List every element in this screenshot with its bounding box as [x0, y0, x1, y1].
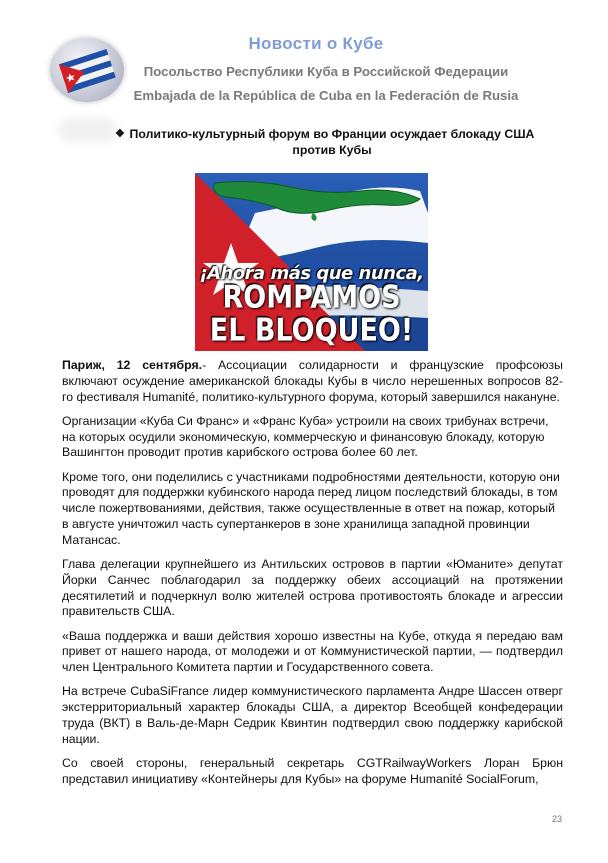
- article-paragraph: Со своей стороны, генеральный секретарь CGTRailwayWorkers Лоран Брюн представил инициативу «Контейнеры для Кубы» на форуме Humanité SocialForum,: [62, 755, 563, 786]
- article-paragraph: На встрече CubaSiFrance лидер коммунистического парламента Андре Шассен отверг экстерриториальный характер блокады США, а директор Всеобщей конфедерации труда (ВКТ) в Валь-де-Марн Седрик Квинтин подтвердил свою поддержку карибской нации.: [62, 684, 563, 746]
- embassy-name-es: Embajada de la República de Cuba en la Federación de Rusia: [133, 88, 519, 103]
- diamond-bullet-icon: ❖: [115, 128, 125, 140]
- article-banner-image: [195, 173, 428, 351]
- banner-line-3: EL BLOQUEO!: [209, 312, 414, 349]
- article-paragraph: «Ваша поддержка и ваши действия хорошо известны на Кубе, откуда я передаю вам привет от нашего народа, от молодежи и от Коммунистической партии, — подтвердил член Центрального Комитета партии и Государственного совета.: [62, 628, 563, 675]
- banner-line-2: ROMPAMOS: [222, 279, 401, 316]
- article-title: Политико-культурный форум во Франции осуждает блокаду США против Кубы: [129, 127, 535, 157]
- article-paragraph: Париж, 12 сентября.- Ассоциации солидарности и французские профсоюзы включают осуждение американской блокады Кубы в число нерешенных вопросов 82-го фестиваля Humanité, политико-культурного форума, который завершился накануне.: [62, 358, 563, 404]
- article-paragraph: Глава делегации крупнейшего из Антильских островов в партии «Юманите» депутат Йорки Санчес поблагодарил за поддержку обеих ассоциаций на протяжении десятилетий и подчеркнул волю жителей острова противостоять блокаде и агрессии правительств США.: [62, 556, 563, 619]
- article-paragraph: Организации «Куба Си Франс» и «Франс Куба» устроили на своих трибунах встречи, на которых осудили экономическую, коммерческую и финансовую блокаду, которую Вашингтон проводит против карибского острова более 60 лет.: [62, 413, 549, 460]
- banner-line-1: ¡Ahora más que nunca,: [199, 263, 424, 284]
- embassy-name-ru: Посольство Республики Куба в Российской Федерации: [143, 64, 509, 79]
- article-paragraph: Кроме того, они поделились с участниками подробностями деятельности, которую они проводят для поддержки кубинского народа перед лицом последствий блокады, в том числе пожертвованиями, действия, также осуществленные в ответ на пожар, который в августе уничтожил часть супертанкеров в зоне хранилища западной провинции Матансас.: [62, 469, 560, 547]
- page-header: [0, 0, 608, 110]
- article-dateline: Париж, 12 сентября.: [62, 358, 203, 372]
- article-body: [62, 358, 563, 796]
- article-title-block: [112, 126, 552, 158]
- decorative-blur: [58, 118, 118, 142]
- site-title: Новости о Кубе: [248, 34, 384, 53]
- page-number: 23: [552, 814, 563, 824]
